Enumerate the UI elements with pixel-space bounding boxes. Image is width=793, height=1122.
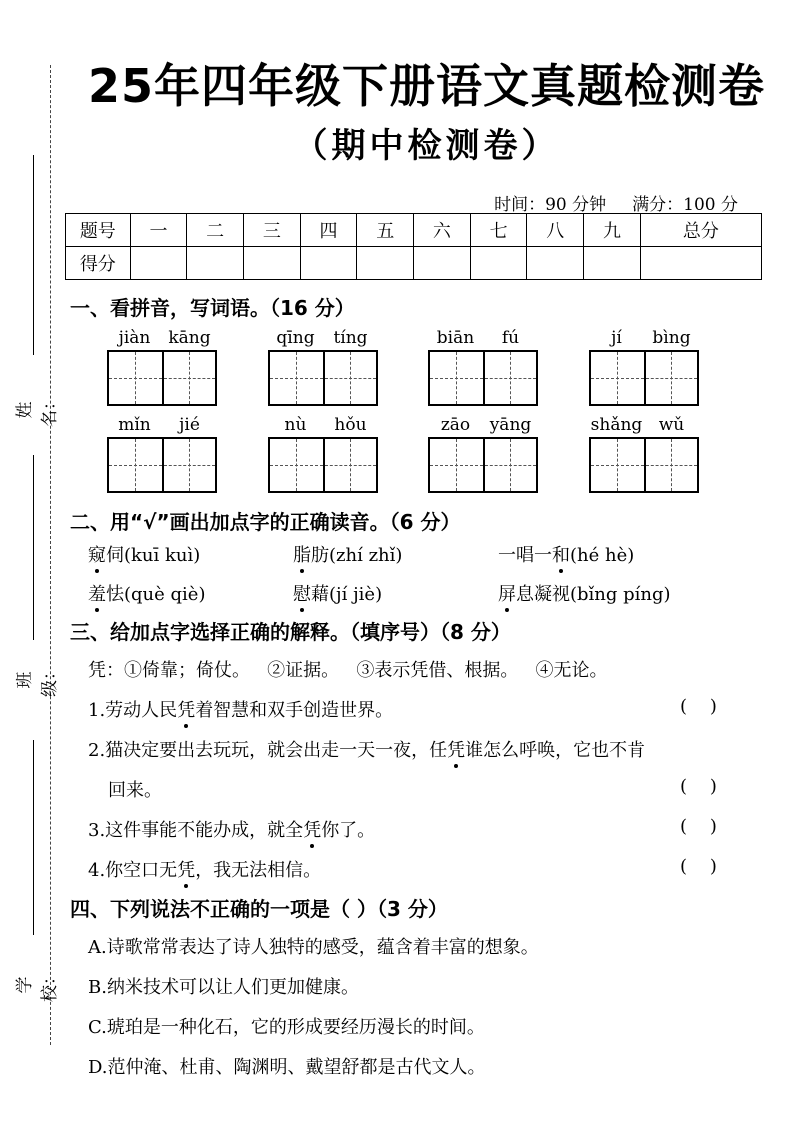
text: 肪(zhí zhǐ)	[311, 545, 403, 566]
pinyin-syllable: jí	[611, 328, 622, 348]
pinyin-syllable: fú	[501, 328, 520, 348]
score-header-cell: 六	[414, 214, 471, 247]
section-3-heading: 三、给加点字选择正确的解释。（填序号）（8 分）	[70, 620, 511, 644]
writing-grid[interactable]	[428, 350, 538, 406]
text: 2.猫决定要出去玩玩，就会出走一天一夜，任	[88, 740, 448, 761]
question-q2	[88, 736, 645, 762]
pinyin-word-group	[589, 415, 699, 493]
dotted-character: 羞	[88, 584, 106, 605]
text: (hé hè)	[570, 545, 635, 566]
choice-option[interactable]: C.琥珀是一种化石，它的形成要经历漫长的时间。	[88, 1017, 485, 1038]
score-header-cell: 二	[187, 214, 244, 247]
writing-grid[interactable]	[107, 350, 217, 406]
score-header-cell: 四	[300, 214, 357, 247]
pronunciation-item[interactable]	[498, 541, 634, 567]
pinyin	[428, 415, 538, 437]
pinyin	[107, 415, 217, 437]
writing-cell[interactable]	[644, 439, 697, 491]
score-cell[interactable]	[640, 247, 761, 280]
writing-cell[interactable]	[323, 439, 376, 491]
writing-cell[interactable]	[591, 439, 644, 491]
pinyin	[268, 415, 378, 437]
pinyin	[107, 328, 217, 350]
dotted-character: 屏	[498, 584, 516, 605]
writing-cell[interactable]	[109, 352, 162, 404]
writing-cell[interactable]	[483, 352, 536, 404]
choice-option[interactable]: B.纳米技术可以让人们更加健康。	[88, 977, 359, 998]
pinyin-syllable: jiàn	[118, 328, 151, 348]
writing-grid[interactable]	[268, 350, 378, 406]
binding-dashed-line	[50, 65, 51, 1045]
score-table	[65, 213, 762, 280]
pinyin-syllable: kāng	[168, 328, 211, 348]
question-q1	[88, 696, 393, 722]
pronunciation-item[interactable]	[498, 580, 671, 606]
score-header-cell: 总分	[640, 214, 761, 247]
writing-cell[interactable]	[591, 352, 644, 404]
score-cell[interactable]	[357, 247, 414, 280]
writing-grid[interactable]	[589, 350, 699, 406]
class-label: 班级：	[15, 663, 60, 697]
dotted-character: 窥	[88, 545, 106, 566]
text: 息凝视(bǐng píng)	[516, 584, 671, 605]
time-limit: 时间：90 分钟	[494, 195, 607, 215]
choice-option[interactable]: D.范仲淹、杜甫、陶渊明、戴望舒都是古代文人。	[88, 1057, 486, 1078]
school-label: 学校：	[15, 968, 60, 1002]
pronunciation-item[interactable]	[293, 580, 382, 606]
definition-options: 凭：①倚靠；倚仗。 ②证据。 ③表示凭借、根据。 ④无论。	[88, 660, 608, 681]
dotted-character: 和	[552, 545, 570, 566]
score-header-cell: 题号	[66, 214, 131, 247]
dotted-character: 凭	[177, 700, 196, 721]
dotted-character: 凭	[303, 820, 322, 841]
score-header-cell: 八	[527, 214, 584, 247]
score-cell[interactable]	[244, 247, 301, 280]
pinyin-syllable: nù	[284, 415, 307, 435]
pinyin-word-group	[589, 328, 699, 406]
writing-grid[interactable]	[428, 437, 538, 493]
score-header-cell: 一	[130, 214, 187, 247]
score-cell[interactable]	[470, 247, 527, 280]
pinyin-word-group	[428, 328, 538, 406]
writing-grid[interactable]	[589, 437, 699, 493]
page-subtitle: （期中检测卷）	[293, 126, 560, 166]
writing-cell[interactable]	[483, 439, 536, 491]
pinyin-syllable: tíng	[333, 328, 368, 348]
page-title: 25年四年级下册语文真题检测卷	[87, 59, 765, 113]
score-row-label: 得分	[66, 247, 131, 280]
pinyin-syllable: biān	[436, 328, 475, 348]
class-line	[33, 455, 34, 640]
score-cell[interactable]	[130, 247, 187, 280]
dotted-character: 慰	[293, 584, 311, 605]
choice-option[interactable]: A.诗歌常常表达了诗人独特的感受，蕴含着丰富的想象。	[88, 937, 539, 958]
pinyin-syllable: hǒu	[334, 415, 367, 435]
pinyin-syllable: yāng	[489, 415, 532, 435]
pinyin-syllable: shǎng	[590, 415, 643, 435]
pinyin-syllable: mǐn	[118, 415, 151, 435]
pinyin-syllable: zāo	[440, 415, 471, 435]
pronunciation-item[interactable]	[293, 541, 402, 567]
writing-cell[interactable]	[162, 352, 215, 404]
pronunciation-item[interactable]	[88, 541, 200, 567]
text: 藉(jí jiè)	[311, 584, 383, 605]
question-q4	[88, 856, 321, 882]
pinyin-syllable: wǔ	[658, 415, 685, 435]
name-label: 姓名：	[15, 393, 60, 427]
writing-cell[interactable]	[430, 439, 483, 491]
answer-blank[interactable]: ( )	[680, 776, 717, 797]
pinyin-word-group	[268, 328, 378, 406]
question-2-continued: 回来。	[108, 780, 162, 801]
text: 着智慧和双手创造世界。	[195, 700, 394, 721]
text: 4.你空口无	[88, 860, 178, 881]
pinyin	[589, 415, 699, 437]
writing-grid[interactable]	[268, 437, 378, 493]
writing-cell[interactable]	[430, 352, 483, 404]
pinyin-word-group	[107, 415, 217, 493]
question-q3	[88, 816, 375, 842]
score-cell[interactable]	[187, 247, 244, 280]
text: 你了。	[321, 820, 376, 841]
writing-cell[interactable]	[270, 439, 323, 491]
pinyin-word-group	[268, 415, 378, 493]
pronunciation-item[interactable]	[88, 580, 205, 606]
pinyin	[589, 328, 699, 350]
text: 谁怎么呼唤，它也不肯	[465, 740, 646, 761]
writing-cell[interactable]	[109, 439, 162, 491]
text: 怯(què qiè)	[106, 584, 206, 605]
answer-blank[interactable]: ( )	[680, 816, 717, 837]
pinyin-syllable: qīng	[276, 328, 315, 348]
text: 1.劳动人民	[88, 700, 178, 721]
writing-cell[interactable]	[323, 352, 376, 404]
writing-cell[interactable]	[644, 352, 697, 404]
score-cell[interactable]	[300, 247, 357, 280]
dotted-character: 凭	[177, 860, 196, 881]
full-score: 满分：100 分	[632, 195, 738, 215]
pinyin	[428, 328, 538, 350]
score-header-cell: 九	[584, 214, 641, 247]
section-4-heading: 四、下列说法不正确的一项是（ ）（3 分）	[70, 897, 448, 921]
writing-cell[interactable]	[162, 439, 215, 491]
school-line	[33, 740, 34, 935]
text: 伺(kuī kuì)	[106, 545, 201, 566]
text: ，我无法相信。	[195, 860, 322, 881]
pinyin-syllable: bìng	[652, 328, 691, 348]
pinyin-syllable: jié	[179, 415, 200, 435]
score-header-cell: 五	[357, 214, 414, 247]
dotted-character: 脂	[293, 545, 311, 566]
score-cell[interactable]	[527, 247, 584, 280]
answer-blank[interactable]: ( )	[680, 696, 717, 717]
score-header-cell: 七	[470, 214, 527, 247]
pinyin-word-group	[107, 328, 217, 406]
writing-cell[interactable]	[270, 352, 323, 404]
score-cell[interactable]	[414, 247, 471, 280]
writing-grid[interactable]	[107, 437, 217, 493]
answer-blank[interactable]: ( )	[680, 856, 717, 877]
dotted-character: 凭	[447, 740, 466, 761]
name-line	[33, 155, 34, 355]
section-2-heading: 二、用“√”画出加点字的正确读音。（6 分）	[70, 510, 461, 534]
text: 一唱一	[498, 545, 552, 566]
score-cell[interactable]	[584, 247, 641, 280]
pinyin	[268, 328, 378, 350]
text: 3.这件事能不能办成，就全	[88, 820, 304, 841]
exam-info	[468, 190, 738, 215]
pinyin-word-group	[428, 415, 538, 493]
section-1-heading: 一、看拼音，写词语。（16 分）	[70, 296, 355, 320]
score-header-cell: 三	[244, 214, 301, 247]
